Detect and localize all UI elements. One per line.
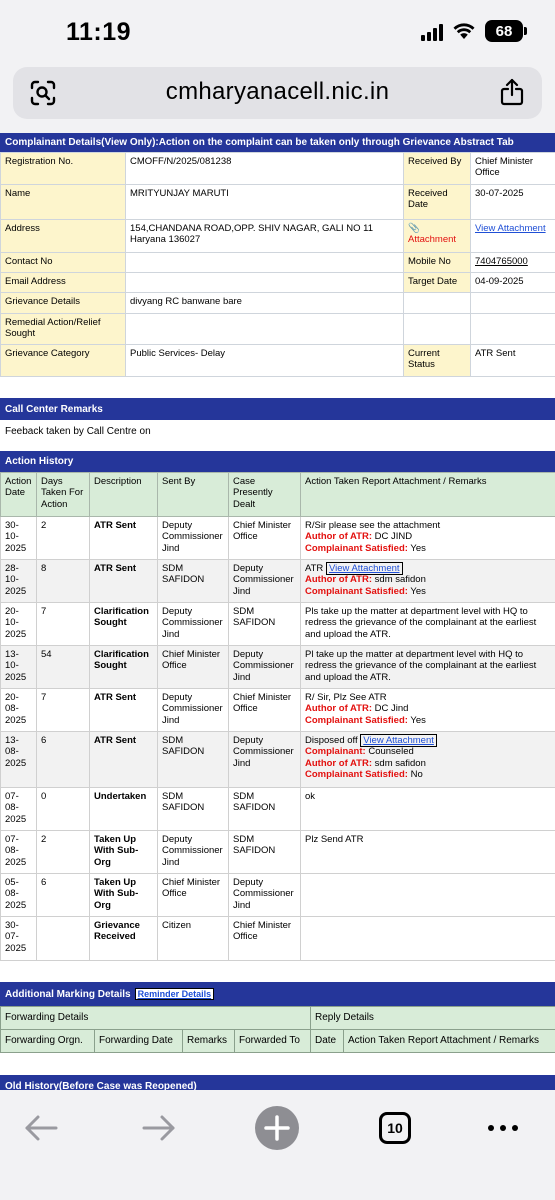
complainant-details-table [0, 152, 555, 377]
sent-by: Deputy Commissioner Jind [158, 831, 229, 874]
grievance-category-value: Public Services- Delay [126, 345, 404, 377]
remarks [301, 917, 555, 961]
additional-marking-header [0, 982, 555, 1006]
satisfied-label: Complainant Satisfied: [305, 585, 408, 597]
grievance-details-label: Grievance Details [1, 293, 126, 314]
target-date-value: 04-09-2025 [471, 273, 555, 293]
author-label: Author of ATR: [305, 703, 373, 715]
table-row [1, 874, 555, 917]
status-time: 11:19 [66, 18, 132, 46]
action-date: 07-08-2025 [1, 831, 37, 874]
email-label: Email Address [1, 273, 126, 293]
remarks [301, 517, 555, 560]
column-header: Date [311, 1030, 344, 1053]
complainant-details-header: Complainant Details(View Only):Action on the complaint can be taken only through Grievance Abstract Tab [0, 133, 555, 152]
view-attachment-link[interactable]: View Attachment [360, 734, 437, 747]
sent-by: SDM SAFIDON [158, 560, 229, 603]
table-row [1, 788, 555, 831]
action-date: 13-10-2025 [1, 646, 37, 689]
attachment-label: Attachment [408, 234, 457, 246]
action-date: 05-08-2025 [1, 874, 37, 917]
remarks: Plz Send ATR [301, 831, 555, 874]
mobile-label: Mobile No [404, 253, 471, 273]
action-date: 30-07-2025 [1, 917, 37, 961]
days-taken: 6 [37, 874, 90, 917]
days-taken: 0 [37, 788, 90, 831]
current-status-label: Current Status [404, 345, 471, 377]
column-header: Action Taken Report Attachment / Remarks [301, 473, 555, 517]
received-date-value: 30-07-2025 [471, 185, 555, 220]
column-header: Forwarded To [235, 1030, 311, 1053]
remarks [301, 689, 555, 732]
remarks [301, 732, 555, 788]
sent-by: Deputy Commissioner Jind [158, 603, 229, 646]
days-taken: 2 [37, 517, 90, 560]
description: Clarification Sought [90, 603, 158, 646]
call-center-header: Call Center Remarks [0, 398, 555, 420]
table-row [1, 917, 555, 961]
target-date-label: Target Date [404, 273, 471, 293]
case-dealt: SDM SAFIDON [229, 603, 301, 646]
remark-text: ATR [305, 563, 324, 574]
table-row [1, 603, 555, 646]
table-row [1, 517, 555, 560]
case-dealt: Deputy Commissioner Jind [229, 732, 301, 788]
complainant-value: Counseled [368, 746, 414, 758]
reminder-details-button[interactable]: Reminder Details [135, 988, 215, 1000]
action-history-table [0, 472, 555, 961]
attachment-cell [404, 220, 471, 253]
wifi-icon [453, 23, 475, 40]
action-date: 07-08-2025 [1, 788, 37, 831]
column-header: Action Taken Report Attachment / Remarks [344, 1030, 555, 1053]
satisfied-value: No [410, 769, 423, 781]
battery-icon: 68 [485, 20, 523, 42]
satisfied-label: Complainant Satisfied: [305, 769, 408, 781]
sent-by: Chief Minister Office [158, 874, 229, 917]
sent-by: SDM SAFIDON [158, 788, 229, 831]
description: Taken Up With Sub-Org [90, 831, 158, 874]
case-dealt: Deputy Commissioner Jind [229, 646, 301, 689]
column-header: Sent By [158, 473, 229, 517]
days-taken: 8 [37, 560, 90, 603]
remarks: ok [301, 788, 555, 831]
satisfied-value: Yes [410, 714, 426, 726]
case-dealt: Chief Minister Office [229, 517, 301, 560]
sent-by: Chief Minister Office [158, 646, 229, 689]
remarks: Pls take up the matter at department level with HQ to redress the grievance of the complainant at the earliest and upload the ATR. [301, 603, 555, 646]
case-dealt: Deputy Commissioner Jind [229, 560, 301, 603]
days-taken: 6 [37, 732, 90, 788]
action-date: 20-10-2025 [1, 603, 37, 646]
satisfied-value: Yes [410, 585, 426, 597]
days-taken: 2 [37, 831, 90, 874]
column-header: Case Presently Dealt [229, 473, 301, 517]
address-label: Address [1, 220, 126, 253]
additional-marking-table [0, 1006, 555, 1053]
reply-details-header: Reply Details [311, 1007, 555, 1030]
case-dealt: Chief Minister Office [229, 689, 301, 732]
additional-marking-title: Additional Marking Details [5, 988, 131, 1000]
remark-text: R/Sir please see the attachment [305, 520, 441, 531]
satisfied-value: Yes [410, 542, 426, 554]
new-tab-plus-icon[interactable] [254, 1105, 300, 1156]
case-dealt: Chief Minister Office [229, 917, 301, 961]
contact-value [126, 253, 404, 273]
sent-by: SDM SAFIDON [158, 732, 229, 788]
case-dealt: SDM SAFIDON [229, 831, 301, 874]
share-icon[interactable] [500, 78, 524, 111]
case-dealt: Deputy Commissioner Jind [229, 874, 301, 917]
email-value [126, 273, 404, 293]
author-value: DC Jind [374, 703, 409, 715]
author-label: Author of ATR: [305, 757, 373, 769]
description: ATR Sent [90, 517, 158, 560]
column-header: Remarks [183, 1030, 235, 1053]
remedial-value [126, 314, 404, 345]
remarks [301, 560, 555, 603]
description: Taken Up With Sub-Org [90, 874, 158, 917]
action-history-header: Action History [0, 451, 555, 472]
days-taken: 7 [37, 603, 90, 646]
address-value: 154,CHANDANA ROAD,OPP. SHIV NAGAR, GALI NO 11 Haryana 136027 [126, 220, 404, 253]
action-date: 30-10-2025 [1, 517, 37, 560]
description: Clarification Sought [90, 646, 158, 689]
days-taken [37, 917, 90, 961]
author-value: sdm safidon [374, 574, 426, 586]
description: ATR Sent [90, 560, 158, 603]
complainant-label: Complainant: [305, 746, 366, 758]
table-row [1, 831, 555, 874]
paperclip-icon: 📎 [408, 223, 420, 234]
name-value: MRITYUNJAY MARUTI [126, 185, 404, 220]
table-row [1, 646, 555, 689]
forwarding-details-header: Forwarding Details [1, 1007, 311, 1030]
table-row [1, 732, 555, 788]
remark-text: R/ Sir, Plz See ATR [305, 692, 387, 703]
more-options-icon[interactable] [488, 1125, 518, 1131]
sent-by: Deputy Commissioner Jind [158, 517, 229, 560]
sent-by: Citizen [158, 917, 229, 961]
action-date: 28-10-2025 [1, 560, 37, 603]
received-by-value: Chief Minister Office [471, 153, 555, 185]
author-value: sdm safidon [374, 757, 426, 769]
received-by-label: Received By [404, 153, 471, 185]
back-arrow-icon[interactable] [24, 1114, 58, 1147]
case-dealt: SDM SAFIDON [229, 788, 301, 831]
status-icons [421, 20, 523, 42]
description: Undertaken [90, 788, 158, 831]
web-page [0, 133, 555, 1090]
received-date-label: Received Date [404, 185, 471, 220]
mobile-number-link[interactable]: 7404765000 [475, 256, 528, 267]
author-label: Author of ATR: [305, 531, 373, 543]
column-header: Forwarding Date [95, 1030, 183, 1053]
action-date: 20-08-2025 [1, 689, 37, 732]
contact-label: Contact No [1, 253, 126, 273]
url-text[interactable]: cmharyanacell.nic.in [165, 78, 390, 105]
name-label: Name [1, 185, 126, 220]
days-taken: 7 [37, 689, 90, 732]
column-header: Forwarding Orgn. [1, 1030, 95, 1053]
attachment-link-cell [471, 220, 555, 253]
address-bar[interactable] [13, 67, 542, 119]
status-bar [0, 0, 555, 66]
grievance-category-label: Grievance Category [1, 345, 126, 377]
remarks: Pl take up the matter at department level with HQ to redress the grievance of the complainant at the earliest and upload the ATR. [301, 646, 555, 689]
description: Grievance Received [90, 917, 158, 961]
satisfied-label: Complainant Satisfied: [305, 542, 408, 554]
old-history-header: Old History(Before Case was Reopened) [0, 1075, 555, 1090]
table-row [1, 689, 555, 732]
call-center-remarks: Feeback taken by Call Centre on [5, 426, 151, 437]
grievance-details-value: divyang RC banwane bare [126, 293, 404, 314]
description: ATR Sent [90, 732, 158, 788]
column-header: Description [90, 473, 158, 517]
view-attachment-link[interactable]: View Attachment [475, 223, 546, 234]
browser-top-chrome [0, 0, 555, 133]
sent-by: Deputy Commissioner Jind [158, 689, 229, 732]
forward-arrow-icon[interactable] [142, 1114, 176, 1147]
column-header: Action Date [1, 473, 37, 517]
action-date: 13-08-2025 [1, 732, 37, 788]
author-label: Author of ATR: [305, 574, 373, 586]
table-row [1, 560, 555, 603]
tab-switcher-button[interactable]: 10 [379, 1112, 411, 1144]
view-attachment-link[interactable]: View Attachment [326, 562, 403, 575]
column-header: Days Taken For Action [37, 473, 90, 517]
registration-value: CMOFF/N/2025/081238 [126, 153, 404, 185]
mobile-value [471, 253, 555, 273]
cellular-signal-icon [421, 21, 443, 41]
remedial-label: Remedial Action/Relief Sought [1, 314, 126, 345]
registration-label: Registration No. [1, 153, 126, 185]
current-status-value: ATR Sent [471, 345, 555, 377]
remark-text: Disposed off [305, 735, 358, 746]
author-value: DC JIND [374, 531, 413, 543]
description: ATR Sent [90, 689, 158, 732]
satisfied-label: Complainant Satisfied: [305, 714, 408, 726]
remarks [301, 874, 555, 917]
days-taken: 54 [37, 646, 90, 689]
browser-bottom-toolbar [0, 1090, 555, 1200]
